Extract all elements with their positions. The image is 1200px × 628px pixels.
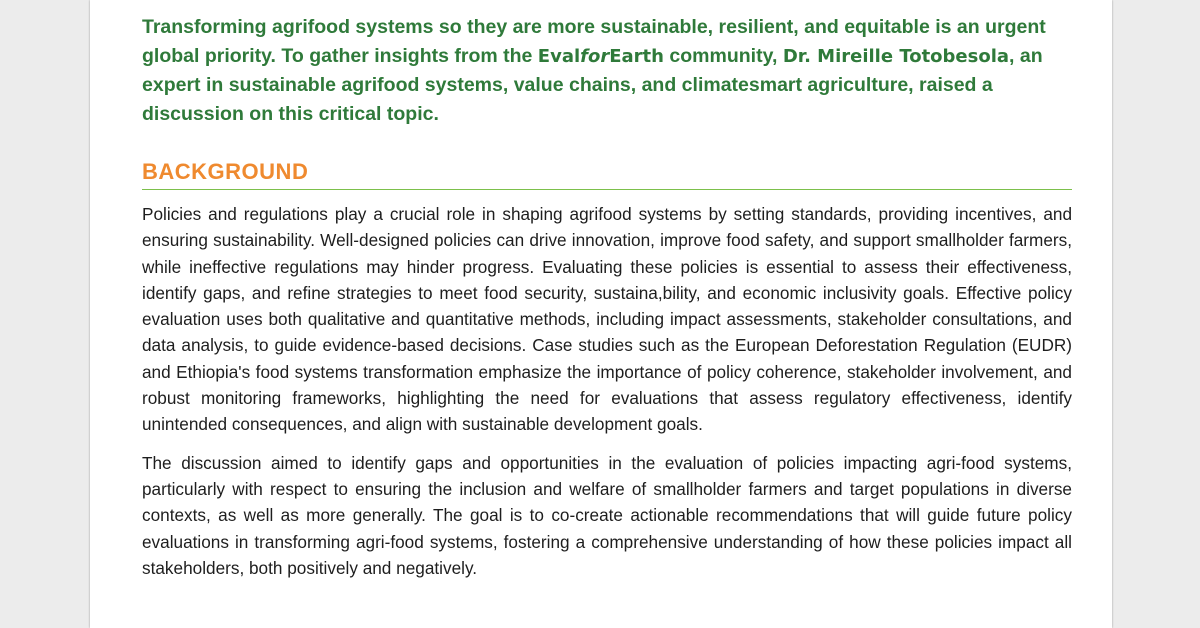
page-content [142,13,1072,581]
brand-name [538,46,664,67]
background-heading: BACKGROUND [142,157,1072,190]
brand-name-eval: Eval [537,46,581,67]
intro-paragraph [142,13,1072,129]
background-paragraph-1: Policies and regulations play a crucial role in shaping agrifood systems by setting standards, providing incentives, and ensuring sustainability. Well-designed policies can drive innovation, improve food safety, and support smallholder farmers, while ineffective regulations may hinder progress. Evaluating these policies is essential to assess their effectiveness, identify gaps, and refine strategies to meet food security, sustaina,bility, and economic inclusivity goals. Effective policy evaluation uses both qualitative and quantitative methods, including impact assessments, stakeholder consultations, and data analysis, to guide evidence-based decisions. Case studies such as the European Deforestation Regulation (EUDR) and Ethiopia's food systems transformation emphasize the importance of policy coherence, stakeholder involvement, and robust monitoring frameworks, highlighting the need for evaluations that assess regulatory effectiveness, identify unintended consequences, and align with sustainable development goals. [142,204,1072,435]
intro-text-part3: , an expert in sustainable agrifood systems, value chains, and climatesmart agriculture, raised a discussion on this critical topic. [142,45,1043,125]
intro-text-part1: Transforming agrifood systems so they are more sustainable, resilient, and equitable is an urgent global priority. To gather insights from the [142,16,1046,67]
intro-text-part2: community, [663,45,783,67]
brand-name-for: for [580,46,610,67]
document-page [90,0,1112,628]
background-paragraph-2: The discussion aimed to identify gaps and opportunities in the evaluation of policies impacting agri-food systems, particularly with respect to ensuring the inclusion and welfare of smallholder farmers and target populations in diverse contexts, as well as more generally. The goal is to co-create actionable recommendations that will guide future policy evaluations in transforming agri-food systems, fostering a comprehensive understanding of how these policies impact all stakeholders, both positively and negatively. [142,452,1072,578]
brand-name-earth: Earth [609,46,664,67]
expert-name: Dr. Mireille Totobesola [782,46,1010,67]
